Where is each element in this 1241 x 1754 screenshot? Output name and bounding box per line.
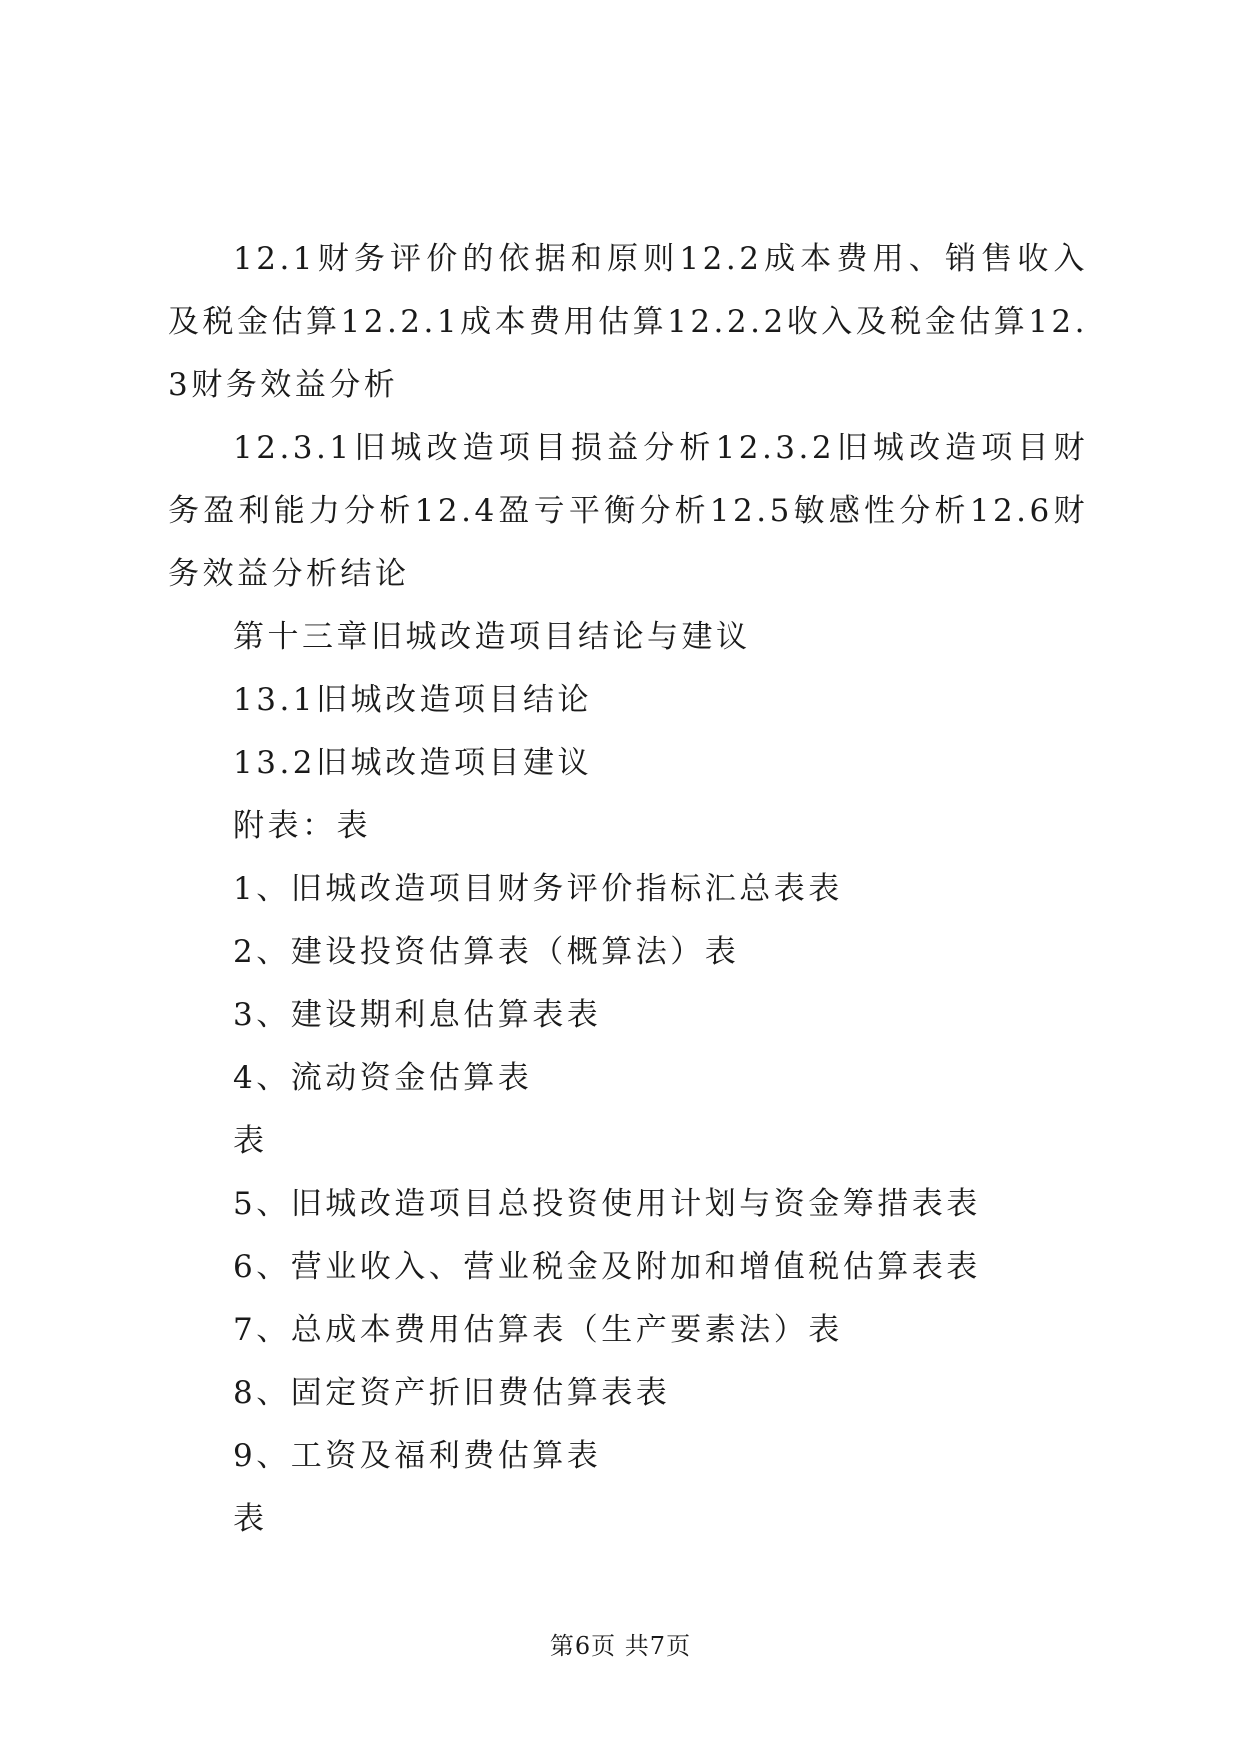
appendix-item-4-suffix: 表 bbox=[233, 1123, 268, 1159]
appendix-item-1: 1、旧城改造项目财务评价指标汇总表表 bbox=[233, 871, 843, 907]
appendix-item-7: 7、总成本费用估算表（生产要素法）表 bbox=[233, 1312, 843, 1348]
appendix-item-3: 3、建设期利息估算表表 bbox=[233, 997, 602, 1033]
appendix-heading: 附表：表 bbox=[233, 808, 371, 844]
appendix-item-8: 8、固定资产折旧费估算表表 bbox=[233, 1375, 671, 1411]
appendix-item-4: 4、流动资金估算表 bbox=[233, 1060, 533, 1096]
appendix-item-5: 5、旧城改造项目总投资使用计划与资金筹措表表 bbox=[233, 1186, 981, 1222]
page-number-footer: 第6页 共7页 bbox=[549, 1632, 692, 1660]
document-body bbox=[168, 228, 1088, 1551]
paragraph-12-1: 12.1财务评价的依据和原则12.2成本费用、销售收入及税金估算12.2.1成本费用估算12.2.2收入及税金估算12.3财务效益分析 bbox=[168, 241, 1088, 403]
paragraph-12-3-1: 12.3.1旧城改造项目损益分析12.3.2旧城改造项目财务盈利能力分析12.4盈亏平衡分析12.5敏感性分析12.6财务效益分析结论 bbox=[168, 430, 1088, 592]
appendix-item-2: 2、建设投资估算表（概算法）表 bbox=[233, 934, 740, 970]
appendix-item-9-suffix: 表 bbox=[233, 1501, 268, 1537]
chapter-13-heading: 第十三章旧城改造项目结论与建议 bbox=[233, 619, 751, 655]
section-13-1: 13.1旧城改造项目结论 bbox=[233, 682, 593, 718]
appendix-item-6: 6、营业收入、营业税金及附加和增值税估算表表 bbox=[233, 1249, 981, 1285]
appendix-item-9: 9、工资及福利费估算表 bbox=[233, 1438, 602, 1474]
section-13-2: 13.2旧城改造项目建议 bbox=[233, 745, 593, 781]
